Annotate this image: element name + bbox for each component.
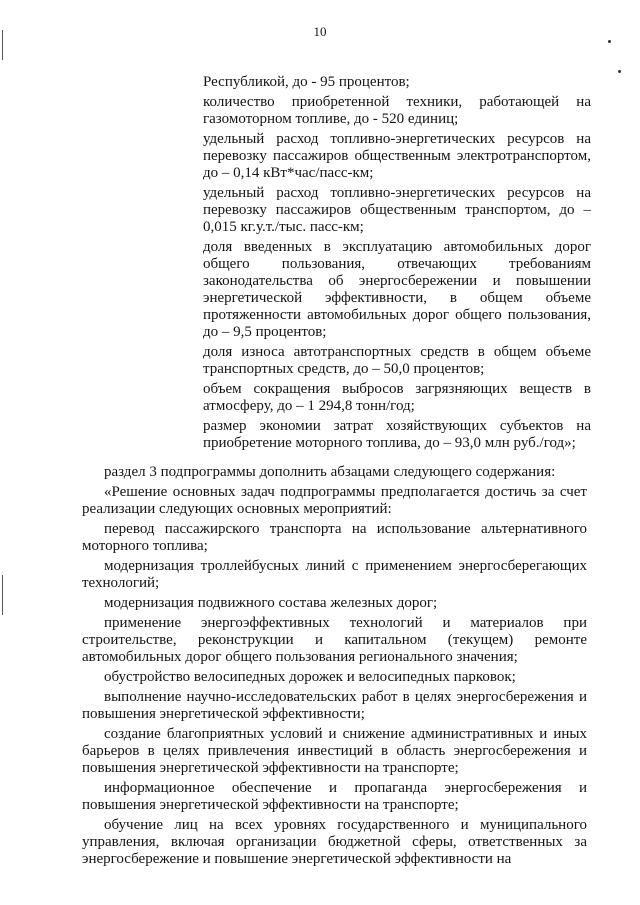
- paragraph: [82, 817, 587, 868]
- paragraph: [82, 595, 587, 612]
- text-line: энергосбережение и повышение энергетической эффективности на: [82, 851, 512, 867]
- text-line: модернизация троллейбусных линий с применением энергосберегающих: [104, 558, 587, 574]
- text-line: «Решение основных задач подпрограммы предполагается достичь за счет: [104, 484, 587, 500]
- scan-edge-mark: [2, 30, 3, 60]
- text-line: повышения энергетической эффективности;: [82, 706, 365, 722]
- text-line: количество приобретенной техники, работающей на: [203, 94, 591, 110]
- text-line: реализации следующих основных мероприятий:: [82, 501, 392, 517]
- text-line: размер экономии затрат хозяйствующих субъектов на: [203, 418, 591, 434]
- text-line: перевозку пассажиров общественным электротранспортом,: [203, 148, 591, 164]
- text-line: газомоторном топливе, до - 520 единиц;: [203, 111, 459, 127]
- scan-speck: [608, 40, 611, 43]
- text-line: 0,015 кг.у.т./тыс. пасс-км;: [203, 219, 364, 235]
- text-line: до – 9,5 процентов;: [203, 324, 327, 340]
- text-line: до – 0,14 кВт*час/пасс-км;: [203, 165, 374, 181]
- text-line: управления, включая организации бюджетной сферы, ответственных за: [82, 834, 587, 850]
- scan-edge-mark: [2, 575, 3, 615]
- scan-speck: [618, 70, 621, 73]
- paragraph: [82, 689, 587, 723]
- text-line: протяженности автомобильных дорог общего пользования,: [203, 307, 591, 323]
- section-amendment-text: [82, 464, 587, 868]
- paragraph: [82, 615, 587, 666]
- paragraph: [82, 669, 587, 686]
- paragraph: [82, 780, 587, 814]
- paragraph: [203, 94, 591, 128]
- page-number: 10: [313, 24, 327, 39]
- text-line: технологий;: [82, 575, 160, 591]
- text-line: Республикой, до - 95 процентов;: [203, 74, 410, 90]
- text-line: удельный расход топливно-энергетических ресурсов на: [203, 131, 591, 147]
- text-line: объем сокращения выбросов загрязняющих веществ в: [203, 381, 591, 397]
- paragraph: [82, 558, 587, 592]
- paragraph: [203, 381, 591, 415]
- text-line: повышения энергетической эффективности на транспорте;: [82, 797, 459, 813]
- text-line: доля введенных в эксплуатацию автомобильных дорог: [203, 239, 591, 255]
- text-line: обустройство велосипедных дорожек и велосипедных парковок;: [104, 669, 516, 685]
- paragraph: [203, 185, 591, 236]
- text-line: энергетической эффективности, в общем объеме: [203, 290, 591, 306]
- paragraph: [82, 464, 587, 481]
- paragraph: [203, 239, 591, 341]
- indicator-list: [203, 74, 591, 452]
- text-line: моторного топлива;: [82, 538, 208, 554]
- text-line: обучение лиц на всех уровнях государственного и муниципального: [104, 817, 587, 833]
- text-line: повышения энергетической эффективности на транспорте;: [82, 760, 459, 776]
- paragraph: [203, 131, 591, 182]
- text-line: удельный расход топливно-энергетических ресурсов на: [203, 185, 591, 201]
- paragraph: [82, 521, 587, 555]
- text-line: информационное обеспечение и пропаганда энергосбережения и: [104, 780, 587, 796]
- text-line: создание благоприятных условий и снижение административных и иных: [104, 726, 587, 742]
- text-line: выполнение научно-исследовательских работ в целях энергосбережения и: [104, 689, 587, 705]
- text-line: транспортных средств, до – 50,0 процентов;: [203, 361, 485, 377]
- paragraph: [82, 484, 587, 518]
- text-line: перевозку пассажиров общественным транспортом, до –: [203, 202, 591, 218]
- text-line: атмосферу, до – 1 294,8 тонн/год;: [203, 398, 415, 414]
- text-line: законодательства об энергосбережении и повышении: [203, 273, 591, 289]
- text-line: применение энергоэффективных технологий и материалов при: [104, 615, 587, 631]
- text-line: строительстве, реконструкции и капитальном (текущем) ремонте: [82, 632, 587, 648]
- text-line: общего пользования, отвечающих требованиям: [203, 256, 591, 272]
- paragraph: [82, 726, 587, 777]
- text-line: приобретение моторного топлива, до – 93,0 млн руб./год»;: [203, 435, 576, 451]
- text-line: доля износа автотранспортных средств в общем объеме: [203, 344, 591, 360]
- paragraph: [203, 418, 591, 452]
- text-line: автомобильных дорог общего пользования регионального значения;: [82, 649, 518, 665]
- paragraph: [203, 74, 591, 91]
- text-line: раздел 3 подпрограммы дополнить абзацами следующего содержания:: [104, 464, 556, 480]
- text-line: барьеров в целях привлечения инвестиций в область энергосбережения и: [82, 743, 587, 759]
- paragraph: [203, 344, 591, 378]
- text-line: модернизация подвижного состава железных дорог;: [104, 595, 438, 611]
- text-line: перевод пассажирского транспорта на использование альтернативного: [104, 521, 587, 537]
